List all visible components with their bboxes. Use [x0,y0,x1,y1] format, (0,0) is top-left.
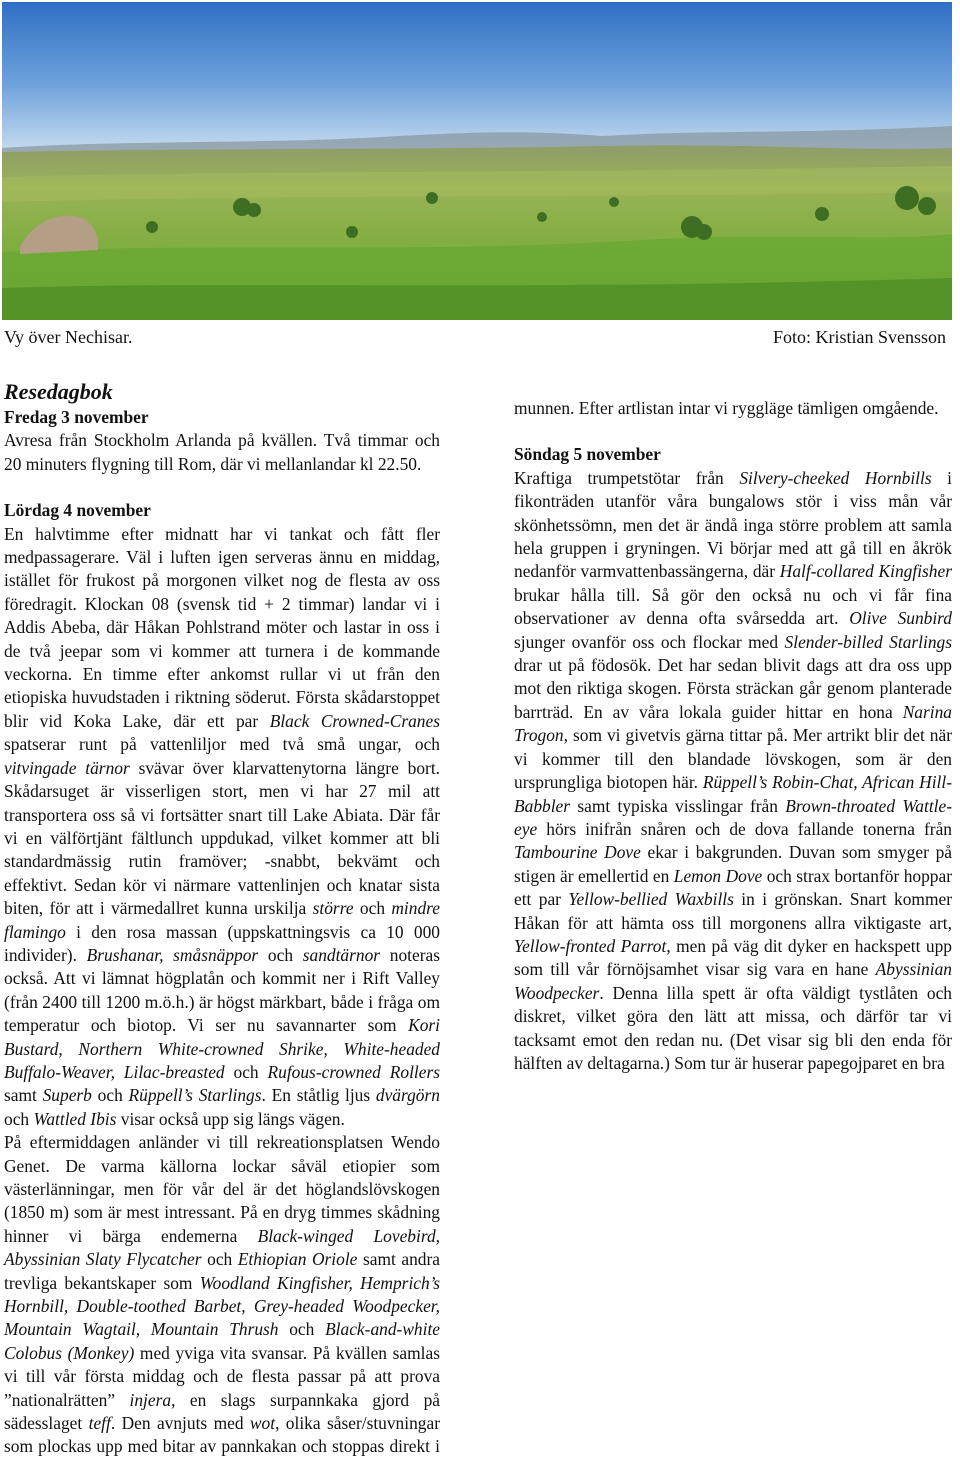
day-heading-lordag: Lördag 4 november [4,500,151,521]
article-column-left [4,378,440,1459]
day-heading-fredag: Fredag 3 november [4,407,149,427]
day-text-fredag: Avresa från Stockholm Arlanda på kvällen. Två timmar och 20 minuters flygning till Rom, där vi mellanlandar kl 22.50. [4,430,440,474]
day-text-lordag-eftermiddag: På eftermiddagen anländer vi till rekreationsplatsen Wendo Genet. De varma källorna lockar såväl etiopier som västerlänningar, men för vår del är det höglandslövskogen (1850 m) som är mest intressant. På en dryg timmes skådning hinner vi bärga endemerna Black-winged Lovebird, Abyssinian Slaty Flycatcher och Ethiopian Oriole samt andra trevliga bekantskaper som Woodland Kingfisher, Hemprich’s Hornbill, Double-toothed Barbet, Grey-headed Woodpecker, Mountain Wagtail, Mountain Thrush och Black-and-white Colobus (Monkey) med yviga vita svansar. På kvällen samlas vi till vår första middag och de flesta passar på att prova ”nationalrätten” injera, en slags surpannkaka gjord på sädesslaget teff. Den avnjuts med wot, olika såser/stuvningar som plockas upp med bitar av pannkakan och stoppas direkt i [4,1132,441,1457]
spacer [4,476,440,499]
photo-caption: Vy över Nechisar. [4,327,133,347]
article-column-right [514,397,952,1075]
day-text-sondag: Kraftiga trumpetstötar från Silvery-cheeked Hornbills i fikonträden utanför våra bungalows stör i viss mån vår skönhetssömn, men det är ändå inga större problem att samla hela gruppen i gryningen. Vi börjar med att gå till en åkrök nedanför varmvattenbassängerna, där Half-collared Kingfisher brukar hålla till. Så gör den också nu och vi får fina observationer av denna ofta svårsedda art. Olive Sunbird sjunger ovanför oss och flockar med Slender-billed Starlings drar ut på födosök. Det har sedan blivit dags att dra oss upp mot den riktiga skogen. Första sträckan går genom planterade barrträd. En av våra lokala guider hittar en hona Narina Trogon, som vi givetvis gärna tittar på. Mer artrikt blir det när vi kommer till den blandade lövskogen, som är den ursprungliga biotopen här. Rüppell’s Robin-Chat, African Hill-Babbler samt typiska visslingar från Brown-throated Wattle-eye hörs inifrån snåren och de dova fallande tonerna från Tambourine Dove ekar i bakgrunden. Duvan som smyger på stigen är emellertid en Lemon Dove och strax bortanför hoppar ett par Yellow-bellied Waxbills in i grönskan. Snart kommer Håkan för att hämta oss till morgonens allra viktigaste art, Yellow-fronted Parrot, men på väg dit dyker en hackspett upp som till vår förnöjsamhet visar sig vara en hane Abyssinian Woodpecker. Denna lilla spett är ofta väldigt tystlåten och diskret, vilket göra den lätt att missa, och därför tar vi tacksamt emot den redan nu. (Det visar sig bli den enda för hälften av deltagarna.) Som tur är huserar papegojparet en bra [514,467,952,1073]
day-heading-sondag: Söndag 5 november [514,444,661,465]
spacer [514,420,952,443]
day-text-lordag: En halvtimme efter midnatt har vi tankat och fått fler medpassagerare. Väl i luften igen serveras ännu en middag, istället för frukost på morgonen vilket nog de flesta av oss föredragit. Klockan 08 (svensk tid + 2 timmar) landar vi i Addis Abeba, där Håkan Pohlstrand möter och lastar in oss i de två jeepar som vi kommer att turnera i de kommande veckorna. En timme efter ankomst rullar vi ut från den etiopiska huvudstaden i riktning söderut. Första skådarstoppet blir vid Koka Lake, där ett par Black Crowned-Cranes spatserar runt på vattenliljor med två små ungar, och vitvingade tärnor svävar över klarvattenytorna längre bort. Skådarsuget är visserligen stort, men vi har 27 mil att transportera oss så vi fortsätter snart till Lake Abiata. Där får vi en välförtjänt fältlunch uppdukad, vilket kommer att bli standardmässig rutin framöver; -snabbt, bekvämt och effektivt. Sedan kör vi närmare vattenlinjen och knatar sista biten, för att i värmedallret kunna urskilja större och mindre flamingo i den rosa massan (uppskattningsvis ca 10 000 individer). Brushanar, småsnäppor och sandtärnor noteras också. Att vi lämnat högplatån och kommit ner i Rift Valley (från 2400 till 1200 m.ö.h.) är högst märkbart, både i fråga om temperatur och biotop. Vi ser nu savannarter som Kori Bustard, Northern White-crowned Shrike, White-headed Buffalo-Weaver, Lilac-breasted och Rufous-crowned Rollers samt Superb och Rüppell’s Starlings. En ståtlig ljus dvärgörn och Wattled Ibis visar också upp sig längs vägen. [4,523,441,1129]
savanna-image [2,2,952,320]
day-text-lordag-eftermiddag: munnen. Efter artlistan intar vi ryggläge tämligen omgående. [514,398,939,418]
article-title: Resedagbok [4,379,113,404]
landscape-photo [2,2,952,320]
photo-credit: Foto: Kristian Svensson [772,327,946,347]
